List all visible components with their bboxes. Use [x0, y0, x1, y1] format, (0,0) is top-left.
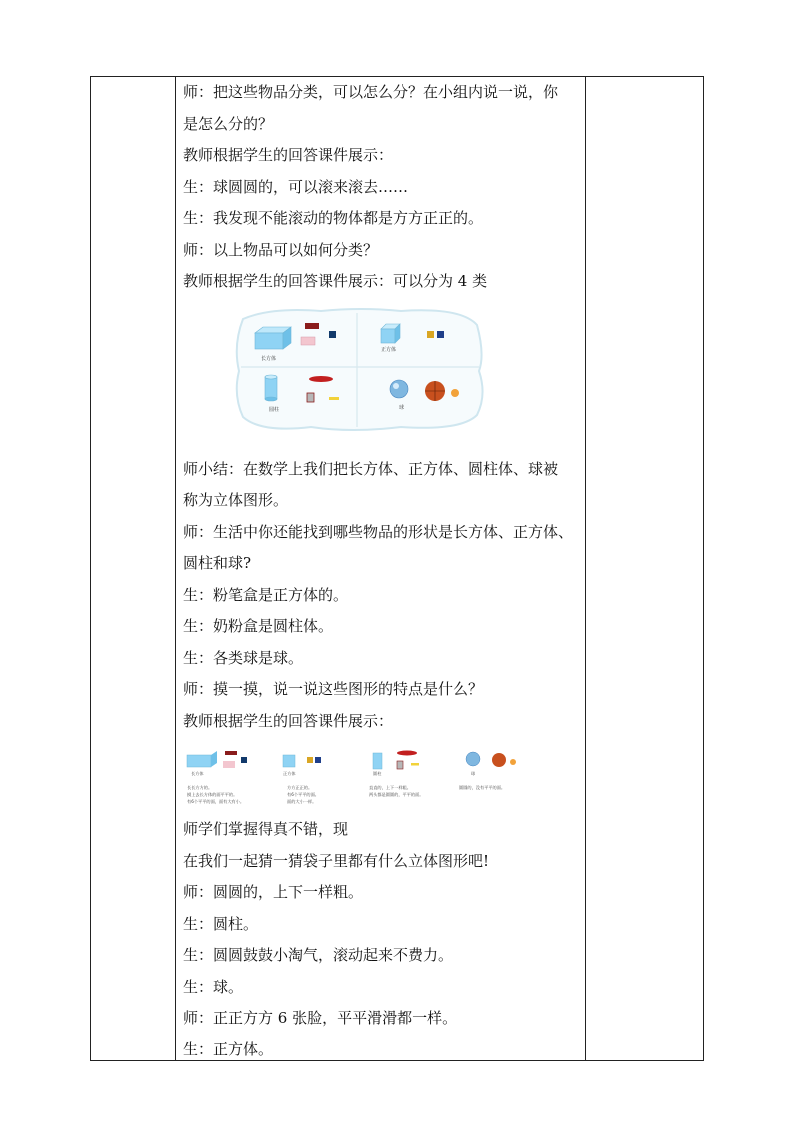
text-line: 师：正正方方 6 张脸，平平滑滑都一样。: [183, 1009, 458, 1027]
column-divider-left: [175, 77, 176, 1060]
text-line: 生：圆柱。: [183, 915, 259, 933]
text-line: 师：圆圆的，上下一样粗。: [183, 883, 364, 901]
drum-icon: [309, 376, 333, 382]
label-cuboid: 长方体: [261, 356, 277, 362]
text-line: 圆柱和球?: [183, 554, 252, 572]
text-line: 生：我发现不能滚动的物体都是方方正正的。: [183, 209, 484, 227]
rubik-cube-icon: [427, 331, 434, 338]
text-line: 生：球圆圆的，可以滚来滚去……: [183, 178, 409, 196]
text-line: 教师根据学生的回答课件展示：可以分为 4 类: [183, 272, 488, 290]
can-icon: [307, 393, 314, 402]
text-line: 生：奶粉盒是圆柱体。: [183, 617, 334, 635]
battery-icon: [329, 397, 339, 400]
desc-line: 面的大小一样。: [287, 799, 317, 804]
small-cube-icon: [329, 331, 336, 338]
text-line: 教师根据学生的回答课件展示：: [183, 146, 394, 164]
label-sphere: 球: [399, 405, 405, 411]
desc-line: 圆圆的，没有平平的面。: [459, 785, 506, 790]
text-line: 在我们一起猜一猜袋子里都有什么立体图形吧!: [183, 852, 490, 870]
desc-line: 有6个平平的面。: [287, 792, 319, 797]
lesson-table: [90, 76, 704, 1061]
text-line: 师：以上物品可以如何分类？: [183, 241, 379, 259]
text-line: 生：粉笔盒是正方体的。: [183, 586, 349, 604]
text-line: 生：各类球是球。: [183, 649, 304, 667]
desc-line: 直直的，上下一样粗。: [369, 785, 411, 790]
label-cube: 正方体: [381, 347, 397, 353]
text-line: 师小结：在数学上我们把长方体、正方体、圆柱体、球被: [183, 460, 559, 478]
desc-line: 方方正正的。: [287, 785, 313, 790]
text-line: 师：生活中你还能找到哪些物品的形状是长方体、正方体、: [183, 523, 574, 541]
text-line: 生：圆圆鼓鼓小淘气，滚动起来不费力。: [183, 946, 454, 964]
dice-icon: [437, 331, 444, 338]
chalk-box-icon: [305, 323, 319, 329]
small-ball-icon: [451, 389, 459, 397]
text-line: 师：摸一摸，说一说这些图形的特点是什么？: [183, 680, 484, 698]
text-line: 生：球。: [183, 978, 244, 996]
text-line: 教师根据学生的回答课件展示：: [183, 712, 394, 730]
label-cylinder: 圆柱: [269, 407, 280, 413]
desc-line: 摸上去长方体的面平平的。: [187, 792, 238, 797]
desc-line: 两头都是圆圆的，平平的面。: [369, 792, 424, 797]
text-line: 是怎么分的？: [183, 115, 274, 133]
gift-box-icon: [301, 337, 315, 345]
characteristics-figure: [183, 743, 543, 813]
column-divider-right: [585, 77, 586, 1060]
text-line: 师学们掌握得真不错，现: [183, 820, 349, 838]
desc-line: 长长方方的。: [187, 785, 213, 790]
label-sphere: 球: [471, 771, 476, 776]
label-cylinder: 圆柱: [373, 771, 382, 776]
text-line: 称为立体图形。: [183, 491, 289, 509]
text-line: 生：正方体。: [183, 1040, 274, 1058]
label-cuboid: 长方体: [191, 771, 204, 776]
text-line: 师：把这些物品分类，可以怎么分？在小组内说一说，你: [183, 83, 559, 101]
desc-line: 有6个平平的面，面有大有小。: [187, 799, 245, 804]
label-cube: 正方体: [283, 771, 296, 776]
classification-figure: [231, 305, 486, 433]
